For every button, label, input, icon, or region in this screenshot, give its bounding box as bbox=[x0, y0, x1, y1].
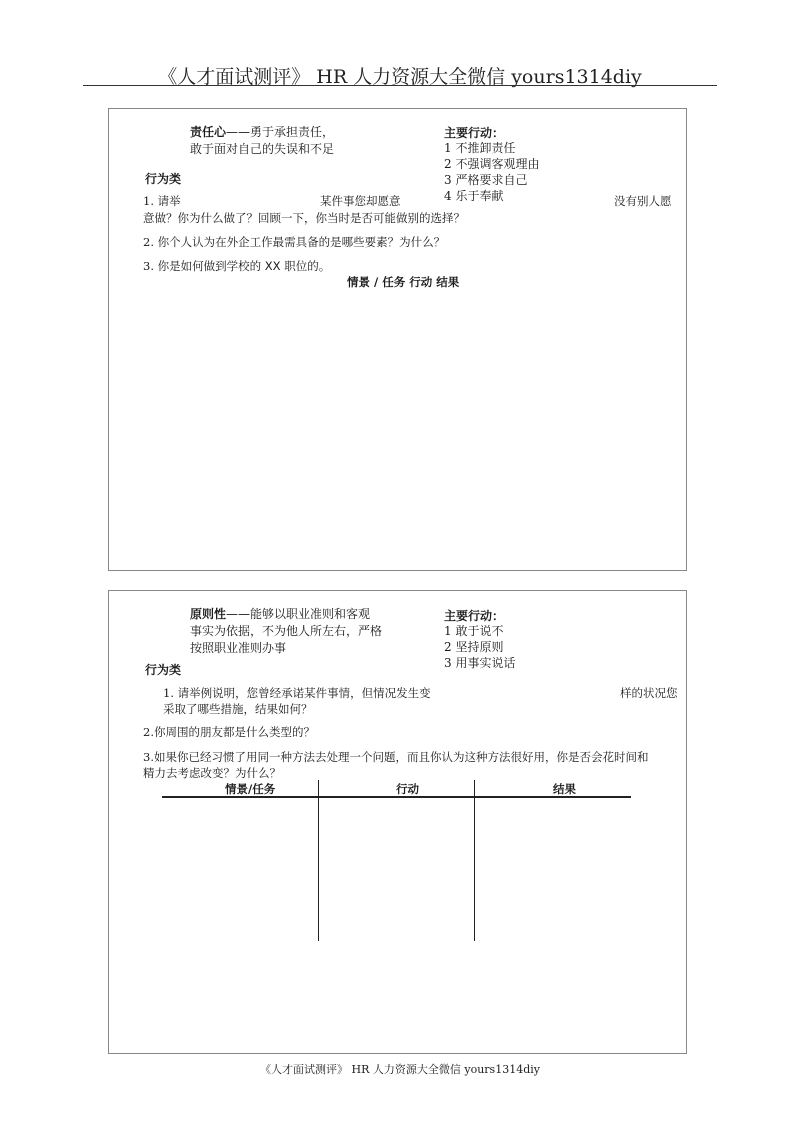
table-header-result: 结果 bbox=[553, 782, 576, 796]
header-divider bbox=[83, 85, 717, 86]
competency-name: 责任心 bbox=[190, 125, 227, 139]
table-header-situation: 情景/任务 bbox=[225, 782, 276, 796]
question-1-end: 样的状况您 bbox=[620, 686, 678, 700]
competency-panel-principle bbox=[108, 590, 687, 1054]
page-header: 《人才面试测评》 HR 人力资源大全微信 yours1314diy bbox=[158, 66, 642, 88]
question-1-line2: 采取了哪些措施，结果如何？ bbox=[163, 702, 313, 716]
action-item: 4 乐于奉献 bbox=[444, 189, 504, 203]
table-column-divider bbox=[474, 780, 475, 941]
table-header-rule bbox=[162, 796, 631, 798]
competency-desc: ——能够以职业准则和客观 bbox=[226, 607, 371, 621]
competency-title bbox=[190, 124, 334, 140]
question-1-middle: 某件事您却愿意 bbox=[320, 194, 401, 208]
action-item: 1 不推卸责任 bbox=[444, 141, 516, 155]
page-footer: 《人才面试测评》 HR 人力资源大全微信 yours1314diy bbox=[260, 1063, 540, 1076]
question-2: 2. 你个人认为在外企工作最需具备的是哪些要素？为什么？ bbox=[143, 235, 446, 249]
action-item: 2 坚持原则 bbox=[444, 640, 504, 654]
behavior-header: 行为类 bbox=[145, 663, 182, 677]
actions-header: 主要行动： bbox=[444, 126, 505, 140]
question-3-line2: 精力去考虑改变？为什么？ bbox=[143, 766, 281, 780]
action-item: 1 敢于说不 bbox=[444, 624, 504, 638]
question-1: 1. 请举例说明，您曾经承诺某件事情，但情况发生变 bbox=[163, 686, 431, 700]
action-item: 3 用事实说话 bbox=[444, 656, 516, 670]
competency-desc-line: 事实为依据，不为他人所左右，严格 bbox=[190, 624, 383, 638]
question-3: 3.如果你已经习惯了用同一种方法去处理一个问题，而且你认为这种方法很好用，你是否会花时间和 bbox=[143, 750, 649, 764]
question-2: 2.你周围的朋友都是什么类型的？ bbox=[143, 725, 315, 739]
competency-panel-responsibility bbox=[108, 108, 687, 571]
competency-desc: ——勇于承担责任， bbox=[226, 125, 335, 139]
question-3: 3. 你是如何做到学校的 XX 职位的。 bbox=[143, 259, 331, 273]
table-headers: 情景 / 任务 行动 结果 bbox=[347, 275, 460, 289]
question-1-end: 没有别人愿 bbox=[614, 194, 672, 208]
question-1: 1. 请举 bbox=[143, 194, 181, 208]
competency-title bbox=[190, 606, 370, 622]
action-item: 2 不强调客观理由 bbox=[444, 157, 540, 171]
behavior-header: 行为类 bbox=[145, 172, 182, 186]
competency-desc-line: 敢于面对自己的失误和不足 bbox=[190, 142, 335, 156]
competency-desc-line: 按照职业准则办事 bbox=[190, 641, 287, 655]
table-header-action: 行动 bbox=[396, 782, 419, 796]
question-1-line2: 意做？你为什么做了？回顾一下，你当时是否可能做别的选择？ bbox=[143, 211, 465, 225]
actions-header: 主要行动： bbox=[444, 609, 505, 623]
competency-name: 原则性 bbox=[190, 607, 227, 621]
action-item: 3 严格要求自己 bbox=[444, 173, 528, 187]
table-column-divider bbox=[318, 780, 319, 941]
